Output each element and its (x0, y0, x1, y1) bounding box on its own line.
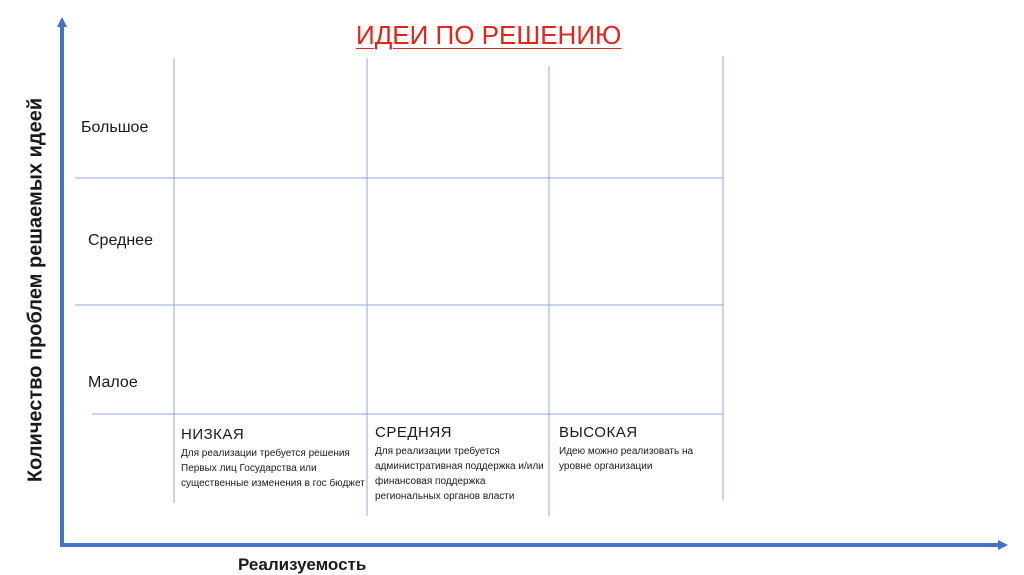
slide-title: ИДЕИ ПО РЕШЕНИЮ (356, 20, 622, 50)
y-axis-label: Количество проблем решаемых идеей (24, 97, 47, 483)
column-medium-description: Для реализации требуется административная поддержка и/или финансовая поддержка региональных органов власти (375, 446, 544, 502)
column-high-title: ВЫСОКАЯ (559, 424, 638, 441)
row-label-large: Большое (81, 119, 149, 136)
row-label-small: Малое (88, 374, 138, 391)
column-low-title: НИЗКАЯ (181, 426, 245, 443)
x-axis-label: Реализуемость (238, 555, 367, 574)
column-low-description: Для реализации требуется решения Первых лиц Государства или существенные изменения в гос бюджет (181, 448, 365, 489)
column-medium (375, 424, 547, 504)
column-medium-title: СРЕДНЯЯ (375, 424, 452, 441)
column-low (181, 426, 366, 491)
row-label-medium: Среднее (88, 232, 153, 249)
column-high (559, 424, 721, 474)
column-high-description: Идею можно реализовать на уровне организации (559, 446, 694, 472)
